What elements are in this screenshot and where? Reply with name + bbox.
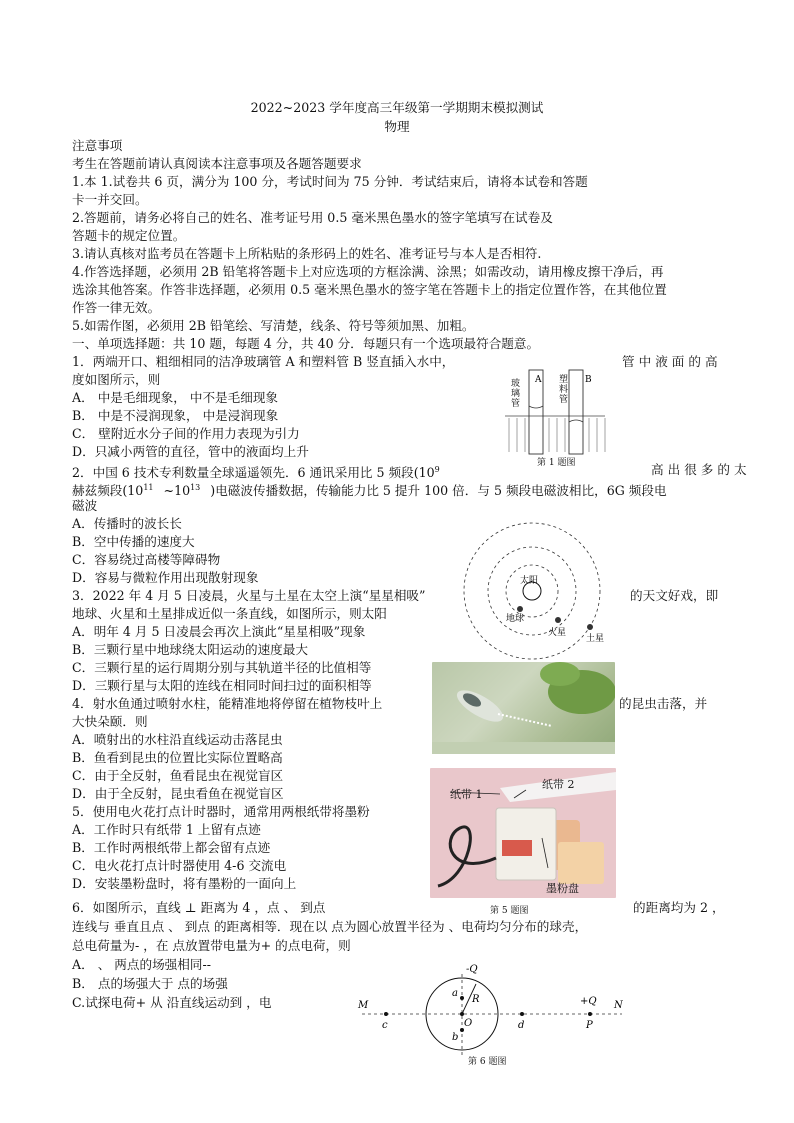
q6-option-c: C.试探电荷+ 从 沿直线运动到 ，电	[72, 995, 272, 1010]
q5-timer-photo	[430, 768, 616, 898]
q1-fig-label-a: A	[535, 375, 542, 385]
q4-stem: 4．射水鱼通过喷射水柱，能精准地将停留在植物枝叶上	[72, 696, 383, 711]
q5-option-b: B．工作时两根纸带上都会留有点迹	[72, 840, 271, 855]
notice-item2a: 2.答题前，请务必将自己的姓名、准考证号用 0.5 毫米黑色墨水的签字笔填写在试卷及	[72, 210, 553, 225]
q6-fig-m: M	[358, 1000, 369, 1011]
q2-stem-end: 磁波	[72, 498, 98, 513]
q1-fig-label-b: B	[585, 375, 592, 385]
q2-stem-right: 高 出 很 多 的 太	[651, 462, 747, 477]
q6-fig-d: d	[518, 1020, 525, 1031]
q1-option-b: B． 中是不浸润现象， 中是浸润现象	[72, 408, 279, 423]
q3-fig-sun: 太阳	[520, 576, 539, 586]
q6-fig-c: c	[382, 1020, 388, 1031]
notice-item4a: 4.作答选择题，必须用 2B 铅笔将答题卡上对应选项的方框涂满、涂黑；如需改动，请用橡皮擦干净后，再	[72, 264, 664, 279]
q1-fig-glass-2: 璃	[511, 389, 521, 399]
q5-fig-tape1: 纸带 1	[450, 788, 483, 801]
q4-option-d: D．由于全反射，昆虫看鱼在视觉盲区	[72, 786, 284, 801]
q1-option-c: C． 壁附近水分子间的作用力表现为引力	[72, 426, 300, 441]
exam-subject: 物理	[384, 119, 410, 134]
q4-archerfish-photo	[432, 662, 615, 754]
q3-fig-saturn: 土星	[586, 634, 605, 644]
q5-option-a: A．工作时只有纸带 1 上留有点迹	[72, 822, 261, 837]
q6-option-a: A． 、 两点的场强相同--	[72, 957, 211, 972]
notice-item5: 5.如需作图，必须用 2B 铅笔绘、写清楚，线条、符号等须加黑、加粗。	[72, 318, 475, 333]
q2-stem-d: )电磁波传播数据，传输能力比 5 提升 100 倍．与 5 频段电磁波相比，6G 频段电	[210, 483, 667, 499]
q2-stem-a: 2．中国 6 技术专利数量全球遥遥领先．6 通讯采用比 5 频段(10	[72, 465, 435, 481]
q6-option-b: B． 点的场强大于 点的场强	[72, 976, 228, 991]
q6-field-figure	[352, 958, 632, 1062]
q4-stem-cont: 大快朵颐．则	[72, 714, 148, 729]
notice-item4b: 选涂其他答案。作答非选择题，必须用 0.5 毫米黑色墨水的签字笔在答题卡上的指定位置作答，在其他位置	[72, 282, 667, 297]
q4-option-a: A．喷射出的水柱沿直线运动击落昆虫	[72, 732, 283, 747]
notice-item1b: 卡一并交回。	[72, 192, 148, 207]
q1-fig-glass-3: 管	[511, 399, 521, 409]
q1-stem-cont: 度如图所示，则	[72, 372, 161, 387]
q1-fig-plastic-1: 塑	[559, 375, 569, 385]
q6-fig-a: a	[452, 988, 458, 999]
q3-orbit-figure	[462, 515, 612, 665]
q3-fig-earth: 地球	[506, 614, 525, 624]
q4-option-b: B．鱼看到昆虫的位置比实际位置略高	[72, 750, 283, 765]
q5-fig-caption: 第 5 题图	[490, 906, 529, 916]
q3-fig-earth-dot	[517, 606, 523, 612]
q3-option-a: A．明年 4 月 5 日凌晨会再次上演此“星星相吸”现象	[72, 624, 366, 639]
q6-fig-r: R	[472, 994, 480, 1005]
q5-fig-ink: 墨粉盘	[546, 882, 579, 895]
q6-stem-cont: 连线与 垂直且点 、 到点 的距离相等．现在以 点为圆心放置半径为 、电荷均匀分布的球壳，	[72, 919, 588, 934]
q2-tilde: ~10	[163, 483, 191, 499]
q1-fig-glass-1: 玻	[511, 379, 521, 389]
q3-stem-right: 的天文好戏，即	[630, 588, 719, 603]
q1-fig-caption: 第 1 题图	[537, 458, 576, 468]
q3-stem-cont: 地球、火星和土星排成近似一条直线，如图所示，则太阳	[72, 606, 387, 621]
q6-fig-caption: 第 6 题图	[468, 1057, 507, 1067]
q3-option-c: C．三颗行星的运行周期分别与其轨道半径的比值相等	[72, 660, 372, 675]
q4-stem-right: 的昆虫击落，并	[619, 696, 708, 711]
q3-option-d: D．三颗行星与太阳的连线在相同时间扫过的面积相等	[72, 678, 372, 693]
notice-item2b: 答题卡的规定位置。	[72, 228, 186, 243]
q6-fig-b: b	[452, 1032, 459, 1043]
notice-item4c: 作答一律无效。	[72, 300, 161, 315]
notice-item3: 3.请认真核对监考员在答题卡上所粘贴的条形码上的姓名、准考证号与本人是否相符.	[72, 246, 542, 261]
q5-option-d: D．安装墨粉盘时，将有墨粉的一面向上	[72, 876, 297, 891]
q1-capillary-figure	[505, 366, 615, 466]
notice-intro: 考生在答题前请认真阅读本注意事项及各题答题要求	[72, 156, 362, 171]
notice-heading: 注意事项	[72, 138, 123, 153]
q6-stem-right: 的距离均为 2 ，	[633, 900, 725, 915]
q2-stem-cont	[72, 479, 667, 500]
q3-fig-mars: 火星	[548, 628, 567, 638]
q3-fig-mars-dot	[555, 617, 561, 623]
q2-sup-11: 11	[143, 483, 154, 492]
q3-fig-saturn-dot	[587, 624, 593, 630]
q4-option-c: C．由于全反射，鱼看昆虫在视觉盲区	[72, 768, 284, 783]
section-heading: 一、单项选择题：共 10 题，每题 4 分，共 40 分．每题只有一个选项最符合题意。	[72, 336, 540, 351]
q6-fig-minus-q: -Q	[466, 964, 478, 975]
q1-option-d: D．只减小两管的直径，管中的液面均上升	[72, 444, 309, 459]
q3-stem: 3．2022 年 4 月 5 日凌晨，火星与土星在太空上演“星星相吸”	[72, 588, 426, 603]
notice-item1a: 1.本 1.试卷共 6 页，满分为 100 分，考试时间为 75 分钟．考试结束后，请将本试卷和答题	[72, 174, 588, 189]
q2-sup-9: 9	[434, 465, 440, 474]
q1-stem: 1．两端开口、粗细相同的洁净玻璃管 A 和塑料管 B 竖直插入水中，	[72, 354, 455, 369]
exam-title: 2022~2023 学年度高三年级第一学期期末模拟测试	[250, 100, 544, 115]
q2-option-b: B．空中传播的速度大	[72, 534, 195, 549]
q5-stem: 5．使用电火花打点计时器时，通常用两根纸带将墨粉	[72, 804, 370, 819]
q2-sup-13: 13	[190, 483, 201, 492]
q6-fig-n: N	[614, 1000, 623, 1011]
q6-stem: 6．如图所示，直线 ⊥ 距离为 4 ，点 、 到点	[72, 900, 326, 915]
q1-fig-plastic-3: 管	[559, 395, 569, 405]
q6-fig-plus-q: +Q	[580, 996, 597, 1007]
q1-option-a: A． 中是毛细现象， 中不是毛细现象	[72, 390, 279, 405]
q2-stem-c: 赫兹频段(10	[72, 483, 144, 499]
q6-fig-p: P	[586, 1020, 593, 1031]
q2-option-c: C．容易绕过高楼等障碍物	[72, 552, 221, 567]
q1-fig-plastic-2: 料	[559, 385, 569, 395]
q3-option-b: B．三颗行星中地球绕太阳运动的速度最大	[72, 642, 308, 657]
q5-fig-tape2: 纸带 2	[542, 778, 575, 791]
q6-stem-end: 总电荷量为- ，在 点放置带电量为+ 的点电荷，则	[72, 938, 351, 953]
q5-option-c: C．电火花打点计时器使用 4-6 交流电	[72, 858, 287, 873]
q1-stem-right: 管 中 液 面 的 高	[622, 354, 718, 369]
q6-fig-o: O	[464, 1018, 473, 1029]
q2-option-d: D．容易与微粒作用出现散射现象	[72, 570, 259, 585]
q2-option-a: A．传播时的波长长	[72, 516, 182, 531]
